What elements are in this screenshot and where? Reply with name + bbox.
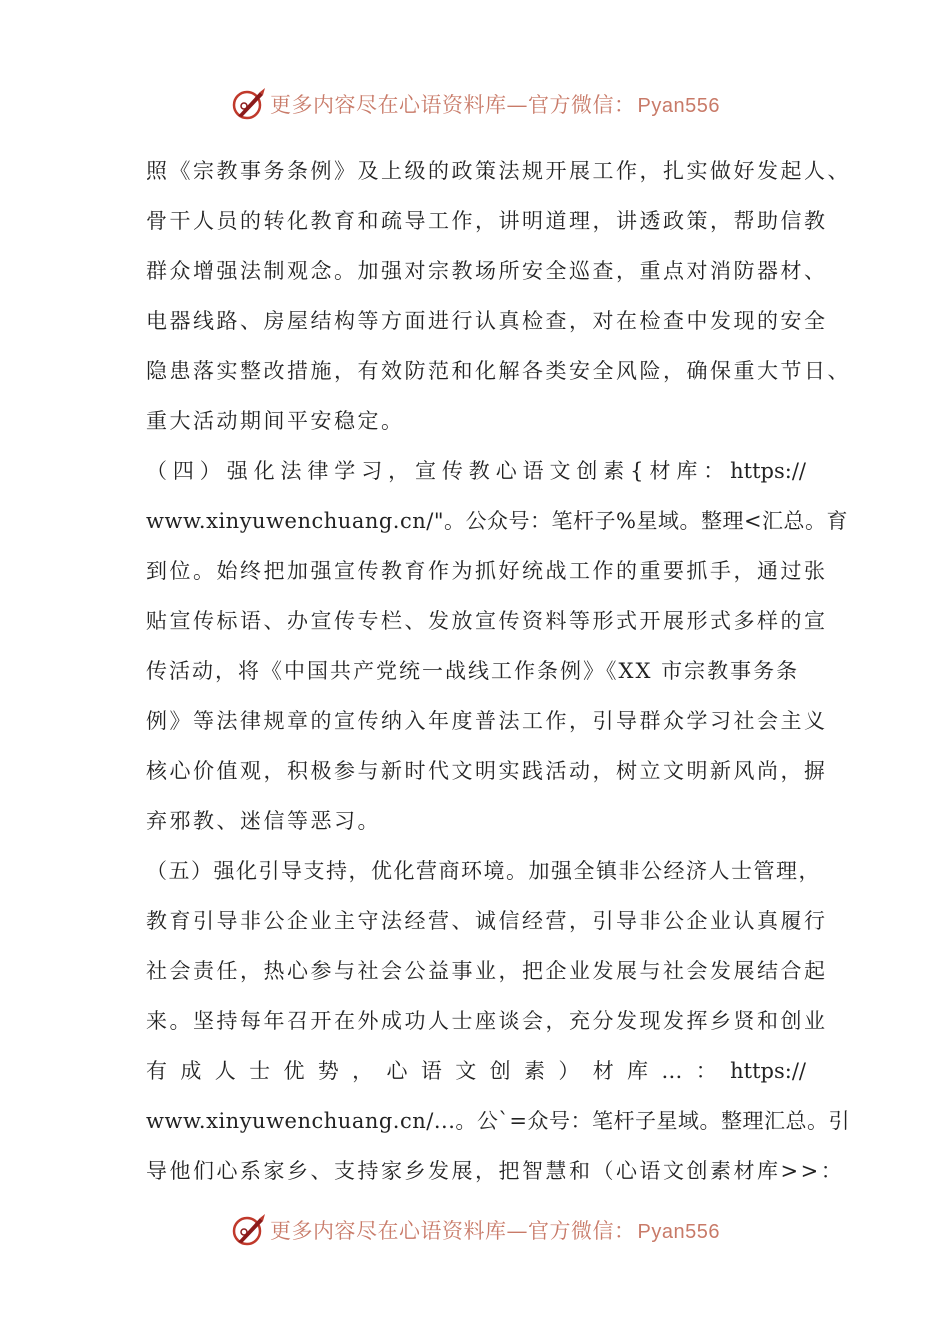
text-line: 骨干人员的转化教育和疏导工作，讲明道理，讲透政策，帮助信教: [146, 209, 828, 233]
text-line: 群众增强法制观念。加强对宗教场所安全巡查，重点对消防器材、: [146, 259, 828, 283]
text-line: 照《宗教事务条例》及上级的政策法规开展工作，扎实做好发起人、: [146, 159, 851, 183]
text-line: 到位。始终把加强宣传教育作为抓好统战工作的重要抓手，通过张: [146, 559, 828, 583]
text-line: 来。坚持每年召开在外成功人士座谈会，充分发现发挥乡贤和创业: [146, 1009, 828, 1033]
text-line: 例》等法律规章的宣传纳入年度普法工作，引导群众学习社会主义: [146, 709, 828, 733]
text-line: www.xinyuwenchuang.cn/"。公众号：笔杆子%星域。整理<汇总。育: [146, 509, 849, 533]
text-line: （四）强化法律学习，宣传教心语文创素{材库：https://: [146, 459, 806, 483]
text-line: www.xinyuwenchuang.cn/...。公`=众号：笔杆子星域。整理汇总。引: [146, 1109, 850, 1133]
banner-text: 更多内容尽在心语资料库—官方微信： Pyan556: [270, 93, 720, 117]
quill-logo-icon: [230, 1212, 266, 1248]
text-line: 有成人士优势，心语文创素）材库…：https://: [146, 1059, 806, 1083]
text-line: 社会责任，热心参与社会公益事业，把企业发展与社会发展结合起: [146, 959, 828, 983]
text-line: 重大活动期间平安稳定。: [146, 409, 405, 433]
text-line: 电器线路、房屋结构等方面进行认真检查，对在检查中发现的安全: [146, 309, 828, 333]
document-body: [146, 146, 851, 1196]
text-line: 弃邪教、迷信等恶习。: [146, 809, 381, 833]
text-line: （五）强化引导支持，优化营商环境。加强全镇非公经济人士管理，: [146, 859, 821, 883]
text-line: 传活动，将《中国共产党统一战线工作条例》《XX 市宗教事务条: [146, 659, 800, 683]
text-line: 导他们心系家乡、支持家乡发展，把智慧和（心语文创素材库>>：: [146, 1159, 845, 1183]
text-line: 核心价值观，积极参与新时代文明实践活动，树立文明新风尚，摒: [146, 759, 828, 783]
quill-logo-icon: [230, 86, 266, 122]
banner-text: 更多内容尽在心语资料库—官方微信： Pyan556: [270, 1219, 720, 1243]
text-line: 贴宣传标语、办宣传专栏、发放宣传资料等形式开展形式多样的宣: [146, 609, 828, 633]
text-line: 教育引导非公企业主守法经营、诚信经营，引导非公企业认真履行: [146, 909, 828, 933]
footer-banner: [0, 1210, 950, 1250]
text-line: 隐患落实整改措施，有效防范和化解各类安全风险，确保重大节日、: [146, 359, 851, 383]
header-banner: [0, 84, 950, 124]
